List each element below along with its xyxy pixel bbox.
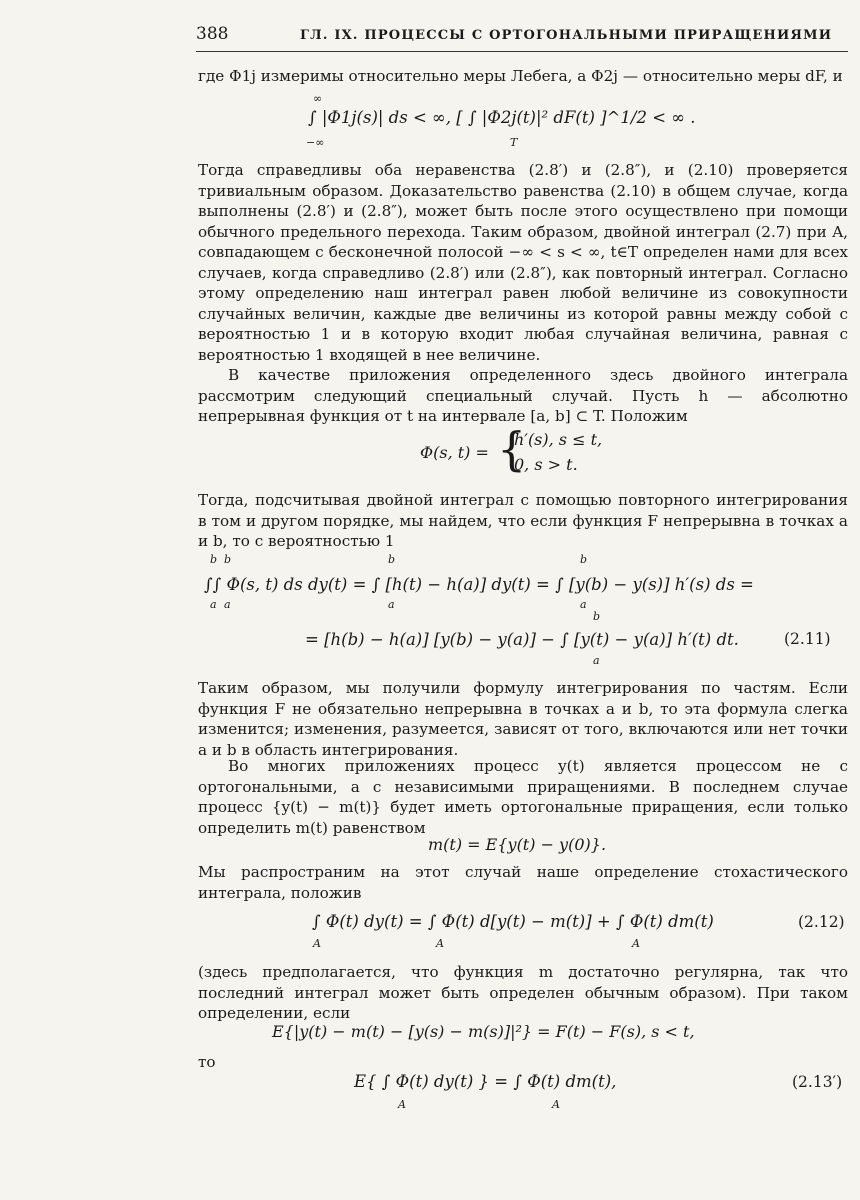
paragraph-8: (здесь предполагается, что функция m достаточно регулярна, так что последний интеграл может быть определен обычным образом). При таком определении, если <box>198 963 848 1022</box>
eq-211-limit-a1: a <box>210 598 217 611</box>
eq-212-limit-A2: A <box>436 937 444 950</box>
eq-211-limit-a5: a <box>593 654 600 667</box>
paragraph-3: В качестве приложения определенного здесь двойного интеграла рассмотрим следующий специальный случай. Пусть h — абсолютно непрерывная функция от t на интервале [a, b] ⊂ T. Положим <box>198 366 848 425</box>
equation-number-2-12: (2.12) <box>798 913 845 931</box>
paragraph-7: Мы распространим на этот случай наше определение стохастического интеграла, положив <box>198 863 848 902</box>
eq-211-limit-a2: a <box>224 598 231 611</box>
equation-integrability: ∫ |Φ1j(s)| ds < ∞, [ ∫ |Φ2j(t)|² dF(t) ]^1/2 < ∞ . <box>308 108 696 127</box>
header-rule <box>196 51 848 52</box>
equation-number-2-11: (2.11) <box>784 630 831 648</box>
paragraph-6: Во многих приложениях процесс y(t) является процессом не с ортогональными, а с независимыми приращениями. В последнем случае процесс {y(t) − m(t)} будет иметь ортогональные приращения, если только определить m(t) равенством <box>198 757 848 837</box>
equation-number-2-13-prime: (2.13′) <box>792 1073 843 1091</box>
paragraph-9: то <box>198 1053 216 1071</box>
eq-211-limit-a4: a <box>580 598 587 611</box>
eq-213-limit-A2: A <box>552 1098 560 1111</box>
equation-2-11-line-2: = [h(b) − h(a)] [y(b) − y(a)] − ∫ [y(t) − y(a)] h′(t) dt. <box>305 630 739 649</box>
eq-212-limit-A3: A <box>632 937 640 950</box>
equation-2-11-line-1: ∫∫ Φ(s, t) ds dy(t) = ∫ [h(t) − h(a)] dy(t) = ∫ [y(b) − y(s)] h′(s) ds = <box>204 575 754 594</box>
eq-a-upper-limit: ∞ <box>313 92 323 105</box>
phi-brace: { <box>497 422 527 476</box>
eq-211-limit-b2: b <box>224 553 232 566</box>
page-number: 388 <box>196 24 229 44</box>
eq-a-lower-limit-T: T <box>510 136 518 149</box>
eq-211-limit-a3: a <box>388 598 395 611</box>
equation-covariance: E{|y(t) − m(t) − [y(s) − m(s)]|²} = F(t) − F(s), s < t, <box>272 1022 695 1041</box>
paragraph-5: Таким образом, мы получили формулу интегрирования по частям. Если функция F не обязательно непрерывна в точках a и b, то эта формула слегка изменится; изменения, разумеется, зависят от того, включаются или нет точки a и b в область интегрирования. <box>198 679 848 759</box>
equation-2-13-prime: E{ ∫ Φ(t) dy(t) } = ∫ Φ(t) dm(t), <box>354 1072 617 1091</box>
paragraph-1: где Φ1j измеримы относительно меры Лебега, а Φ2j — относительно меры dF, и <box>198 67 843 85</box>
paragraph-2: Тогда справедливы оба неравенства (2.8′) и (2.8″), и (2.10) проверяется тривиальным образом. Доказательство равенства (2.10) в общем случае, когда выполнены (2.8′) и (2.8″), может быть после этого осуществлено при помощи обычного предельного перехода. Таким образом, двойной интеграл (2.7) при A, совпадающем с бесконечной полосой −∞ < s < ∞, t∈T определен нами для всех случаев, когда справедливо (2.8′) или (2.8″), как повторный интеграл. Согласно этому определению наш интеграл равен любой величине из совокупности случайных величин, каждые две величины из которой равны между собой с вероятностью 1 и в которую входит любая случайная величина, равная с вероятностью 1 входящей в нее величине. <box>198 161 848 364</box>
eq-211-limit-b1: b <box>210 553 218 566</box>
equation-m-definition: m(t) = E{y(t) − y(0)}. <box>428 835 607 854</box>
eq-211-limit-b5: b <box>593 610 601 623</box>
eq-a-lower-limit: −∞ <box>306 136 325 149</box>
eq-211-limit-b4: b <box>580 553 588 566</box>
paragraph-4: Тогда, подсчитывая двойной интеграл с помощью повторного интегрирования в том и другом порядке, мы найдем, что если функция F непрерывна в точках a и b, то с вероятностью 1 <box>198 491 848 550</box>
eq-212-limit-A1: A <box>313 937 321 950</box>
equation-2-12: ∫ Φ(t) dy(t) = ∫ Φ(t) d[y(t) − m(t)] + ∫ Φ(t) dm(t) <box>312 912 714 931</box>
eq-211-limit-b3: b <box>388 553 396 566</box>
eq-213-limit-A1: A <box>398 1098 406 1111</box>
phi-case-2: 0, s > t. <box>514 455 578 474</box>
phi-definition-lhs: Φ(s, t) = <box>420 443 489 462</box>
phi-case-1: h′(s), s ≤ t, <box>514 430 603 449</box>
chapter-header: ГЛ. IX. ПРОЦЕССЫ С ОРТОГОНАЛЬНЫМИ ПРИРАЩЕНИЯМИ <box>300 28 833 43</box>
